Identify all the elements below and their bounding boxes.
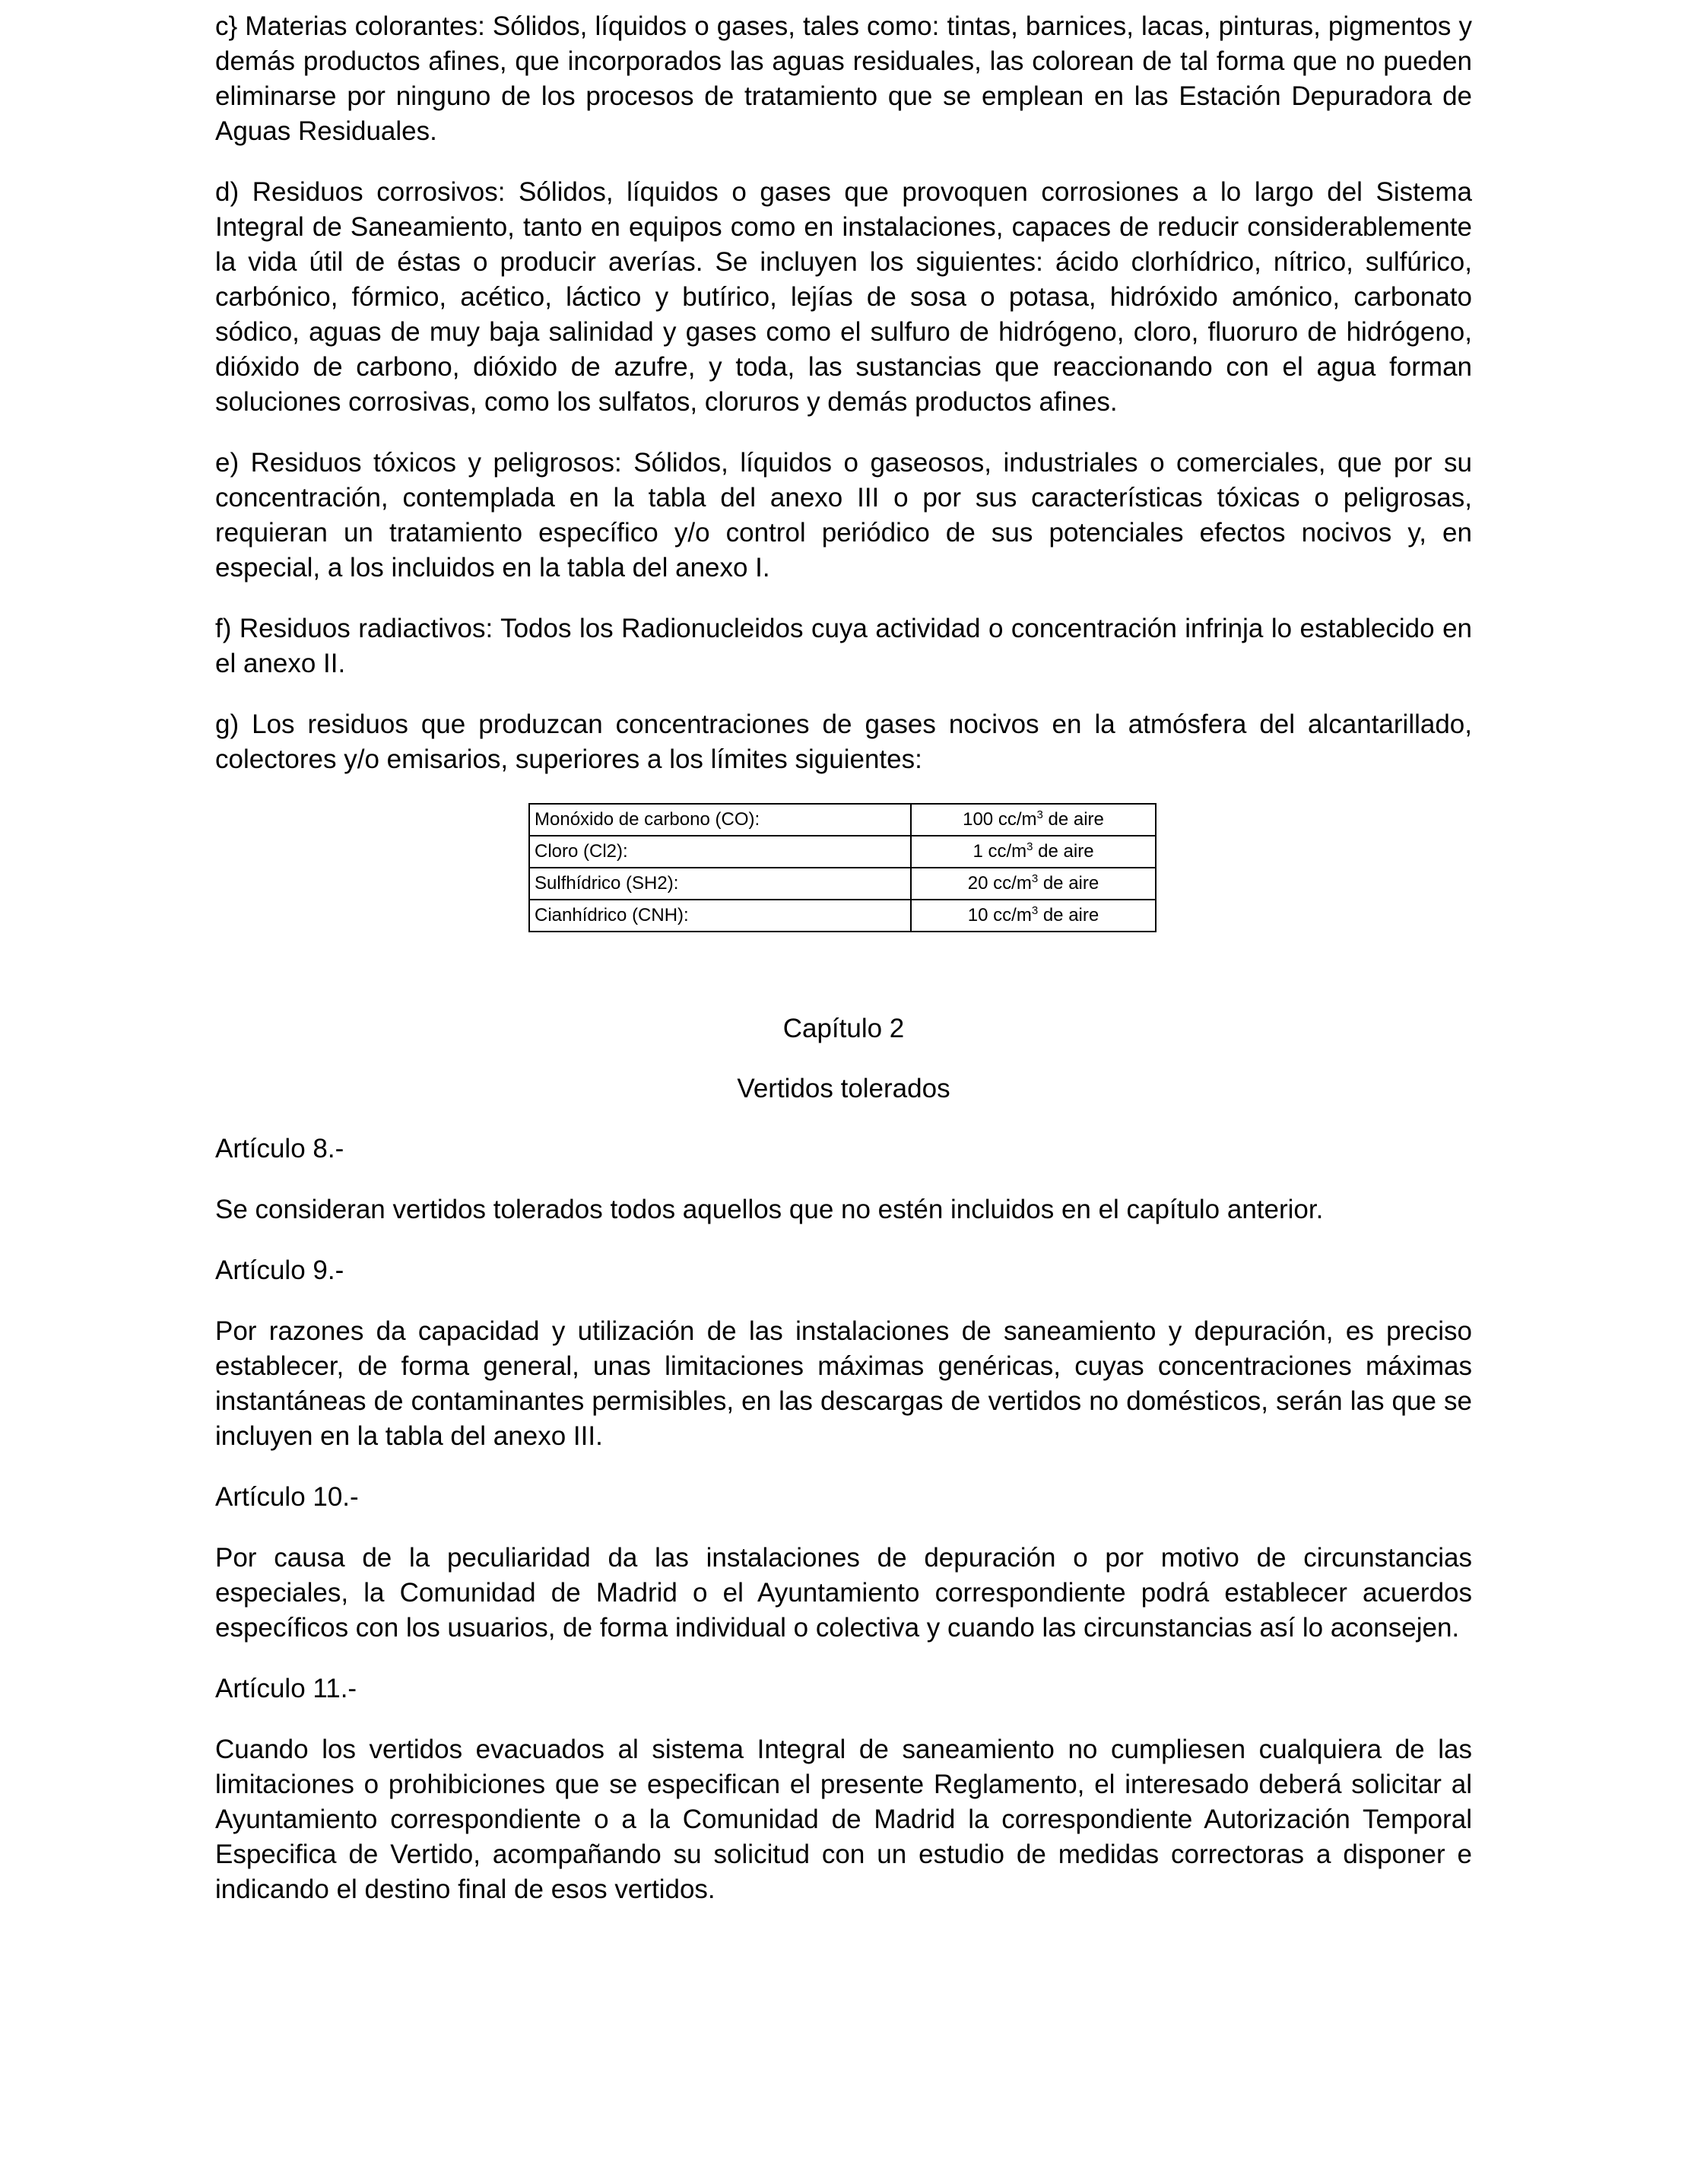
document-content (215, 9, 1472, 1933)
gas-limit-unit: de aire (1042, 809, 1104, 830)
gas-limit-exponent: 3 (1031, 872, 1039, 885)
gas-limit-cell (911, 868, 1156, 900)
gas-name-cell: Sulfhídrico (SH2): (529, 868, 911, 900)
gas-limit-cell (911, 836, 1156, 868)
gas-limit-value: 10 cc/m (967, 905, 1032, 925)
gas-limit-unit: de aire (1038, 873, 1099, 894)
article-8-heading: Artículo 8.- (215, 1134, 344, 1163)
chapter-title: Capítulo 2 (782, 1014, 905, 1043)
paragraph-c-colorantes: c} Materias colorantes: Sólidos, líquidos o gases, tales como: tintas, barnices, lacas, pinturas, pigmentos y demás productos afines, que incorporados las aguas residuales, las colorean de tal forma que no pueden eliminarse por ninguno de los procesos de tratamiento que se emplean en las Estación Depuradora de Aguas Residuales. (215, 11, 1472, 146)
table-row (529, 804, 1156, 836)
gas-name-cell: Cloro (Cl2): (529, 836, 911, 868)
gas-limit-exponent: 3 (1026, 840, 1033, 853)
gas-limit-cell (911, 900, 1156, 932)
article-10-body: Por causa de la peculiaridad da las instalaciones de depuración o por motivo de circunstancias especiales, la Comunidad de Madrid o el Ayuntamiento correspondiente podrá establecer acuerdos específicos con los usuarios, de forma individual o colectiva y cuando las circunstancias así lo aconsejen. (215, 1543, 1472, 1643)
paragraph-g-gases: g) Los residuos que produzcan concentraciones de gases nocivos en la atmósfera del alcantarillado, colectores y/o emisarios, superiores a los límites siguientes: (215, 709, 1472, 774)
gas-limit-cell (911, 804, 1156, 836)
table-row (529, 868, 1156, 900)
article-8-body: Se consideran vertidos tolerados todos aquellos que no estén incluidos en el capítulo anterior. (215, 1195, 1324, 1224)
table-row (529, 900, 1156, 932)
gas-limit-value: 1 cc/m (973, 841, 1027, 862)
gas-name-cell: Monóxido de carbono (CO): (529, 804, 911, 836)
gas-limit-exponent: 3 (1036, 808, 1043, 821)
gas-limit-unit: de aire (1033, 841, 1094, 862)
article-11-heading: Artículo 11.- (215, 1674, 357, 1703)
article-9-heading: Artículo 9.- (215, 1255, 344, 1285)
gas-limit-value: 20 cc/m (967, 873, 1032, 894)
gas-limit-exponent: 3 (1031, 904, 1039, 917)
paragraph-f-radiactivos: f) Residuos radiactivos: Todos los Radionucleidos cuya actividad o concentración infrinja lo establecido en el anexo II. (215, 614, 1472, 678)
paragraph-e-toxicos: e) Residuos tóxicos y peligrosos: Sólidos, líquidos o gaseosos, industriales o comerciales, que por su concentración, contemplada en la tabla del anexo III o por sus características tóxicas o peligrosas, requieran un tratamiento específico y/o control periódico de sus potenciales efectos nocivos y, en especial, a los incluidos en la tabla del anexo I. (215, 448, 1472, 583)
article-11-body: Cuando los vertidos evacuados al sistema Integral de saneamiento no cumpliesen cualquiera de las limitaciones o prohibiciones que se especifican el presente Reglamento, el interesado deberá solicitar al Ayuntamiento correspondiente o a la Comunidad de Madrid la correspondiente Autorización Temporal Especifica de Vertido, acompañando su solicitud con un estudio de medidas correctoras a disponer e indicando el destino final de esos vertidos. (215, 1735, 1472, 1904)
gas-limit-unit: de aire (1038, 905, 1099, 925)
article-9-body: Por razones da capacidad y utilización de las instalaciones de saneamiento y depuración, es preciso establecer, de forma general, unas limitaciones máximas genéricas, cuyas concentraciones máximas instantáneas de contaminantes permisibles, en las descargas de vertidos no domésticos, serán las que se incluyen en la tabla del anexo III. (215, 1316, 1472, 1451)
table-row (529, 836, 1156, 868)
paragraph-d-corrosivos: d) Residuos corrosivos: Sólidos, líquidos o gases que provoquen corrosiones a lo largo del Sistema Integral de Saneamiento, tanto en equipos como en instalaciones, capaces de reducir considerablemente la vida útil de éstas o producir averías. Se incluyen los siguientes: ácido clorhídrico, nítrico, sulfúrico, carbónico, fórmico, acético, láctico y butírico, lejías de sosa o potasa, hidróxido amónico, carbonato sódico, aguas de muy baja salinidad y gases como el sulfuro de hidrógeno, cloro, fluoruro de hidrógeno, dióxido de carbono, dióxido de azufre, y toda, las sustancias que reaccionando con el agua forman soluciones corrosivas, como los sulfatos, cloruros y demás productos afines. (215, 177, 1472, 417)
gas-name-cell: Cianhídrico (CNH): (529, 900, 911, 932)
chapter-subtitle: Vertidos tolerados (737, 1074, 950, 1103)
gas-limits-table (528, 803, 1157, 932)
article-10-heading: Artículo 10.- (215, 1482, 359, 1512)
gas-limit-value: 100 cc/m (963, 809, 1037, 830)
